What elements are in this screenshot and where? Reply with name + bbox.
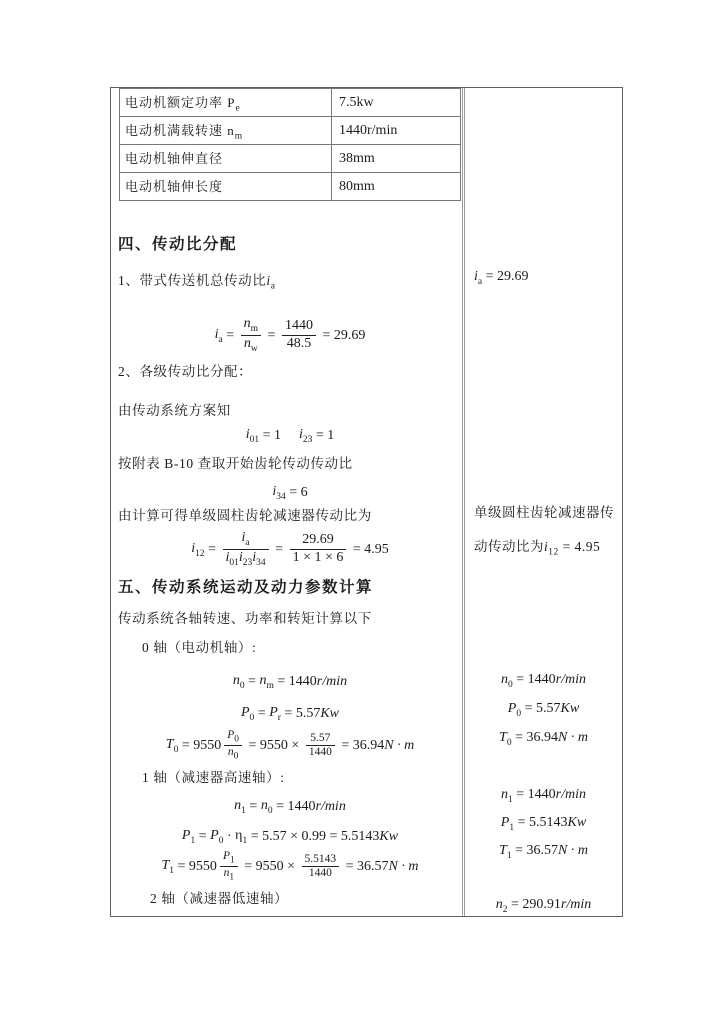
- table-row: [120, 145, 461, 173]
- p1-formula: $P_1$ = $P_0$ · $\eta_1$ = 5.57 × 0.99 = 5.5143 Kw: [181, 827, 399, 846]
- result-t1: $T_1 = 36.57N \cdot m$: [499, 843, 588, 861]
- spec-value: 7.5kw: [332, 89, 461, 117]
- table-lookup-note: 按附表 B-10 查取开始齿轮传动传动比: [118, 455, 353, 471]
- n1-formula: $n_1$ = $n_0$ = 1440 r/min: [234, 797, 346, 816]
- result-reducer-note: [465, 496, 622, 570]
- p0-formula: $P_0$ = $P_r$ = 5.57 Kw: [240, 704, 340, 723]
- item1-label: [118, 272, 462, 296]
- item2-label: 2、各级传动比分配：: [118, 363, 253, 379]
- spec-label: [120, 173, 332, 201]
- item1-text: 1、带式传送机总传动比: [118, 273, 267, 288]
- result-i12: $i_{12} = 4.95$: [544, 539, 601, 558]
- spec-value: 38mm: [332, 145, 461, 173]
- spec-label-text: 电动机满载转速 n: [125, 122, 235, 138]
- calc-main-column: [111, 88, 465, 916]
- result-p0: $P_0 = 5.57Kw$: [507, 701, 580, 719]
- table-row: [120, 89, 461, 117]
- result-t0: $T_0 = 36.94N \cdot m$: [499, 730, 588, 748]
- axis0-label: 0 轴（电动机轴）:: [142, 639, 257, 655]
- t0-formula: $T_0$ = 9550 $\frac{P_0}{n_0}$ = 9550 × $\frac{5.57}{1440}$ = 36.94 N · m: [165, 728, 415, 762]
- spec-value: 80mm: [332, 173, 461, 201]
- calc-results-column: [465, 88, 622, 916]
- spec-label: [120, 89, 332, 117]
- result-ia: $i_a = 29.69$: [474, 269, 529, 287]
- table-row: [120, 117, 461, 145]
- reducer-ratio-note: 由计算可得单级圆柱齿轮减速器传动比为: [118, 507, 372, 523]
- table-row: [120, 173, 461, 201]
- spec-label-text: 电动机轴伸直径: [125, 150, 224, 166]
- motor-spec-table: [119, 88, 461, 201]
- result-p1: $P_1 = 5.5143Kw$: [500, 815, 587, 833]
- total-ratio-formula: $i_a$ = $\frac{n_m}{n_w}$ = $\frac{1440}{48.5}$ = 29.69: [214, 316, 366, 354]
- section4-heading: 四、传动比分配: [118, 236, 238, 253]
- spec-label-text: 电动机额定功率 P: [125, 94, 236, 110]
- spec-label: [120, 117, 332, 145]
- axis1-label: 1 轴（减速器高速轴）:: [142, 769, 285, 785]
- spec-label-sub: m: [234, 131, 244, 142]
- ia-variable: $i_a$: [266, 273, 276, 292]
- n0-formula: $n_0$ = $n_m$ = 1440 r/min: [232, 672, 348, 691]
- scheme-note: 由传动系统方案知: [118, 402, 231, 418]
- result-n1: $n_1 = 1440r/\min$: [501, 787, 586, 805]
- intro-note: 传动系统各轴转速、功率和转矩计算以下: [118, 610, 372, 626]
- calculation-sheet-table: [110, 87, 623, 917]
- spec-label-text: 电动机轴伸长度: [125, 178, 224, 194]
- t1-formula: $T_1$ = 9550 $\frac{P_1}{n_1}$ = 9550 × $\frac{5.5143}{1440}$ = 36.57 N · m: [161, 849, 419, 883]
- gear-ratio-formula: $i_{34}$ = 6: [272, 483, 308, 502]
- spec-value: 1440r/min: [332, 117, 461, 145]
- result-n2: $n_2 = 290.91r/\min$: [495, 897, 592, 915]
- spec-label: [120, 145, 332, 173]
- section5-heading: 五、传动系统运动及动力参数计算: [118, 578, 374, 596]
- result-note-text: 单级圆柱齿轮减速器传动传动比为: [474, 505, 614, 554]
- axis2-label: 2 轴（减速器低速轴）: [150, 890, 289, 906]
- coupling-ratio-formula: $i_{01}$ = 1 $i_{23}$ = 1: [245, 426, 335, 445]
- result-n0: $n_0 = 1440r/\min$: [501, 672, 586, 690]
- spec-label-sub: e: [235, 103, 241, 114]
- reducer-ratio-formula: $i_{12}$ = $\frac{i_a}{i_{01}i_{23}i_{34}}$ = $\frac{29.69}{1 \times 1 \times 6}$ = 4.95: [191, 530, 389, 568]
